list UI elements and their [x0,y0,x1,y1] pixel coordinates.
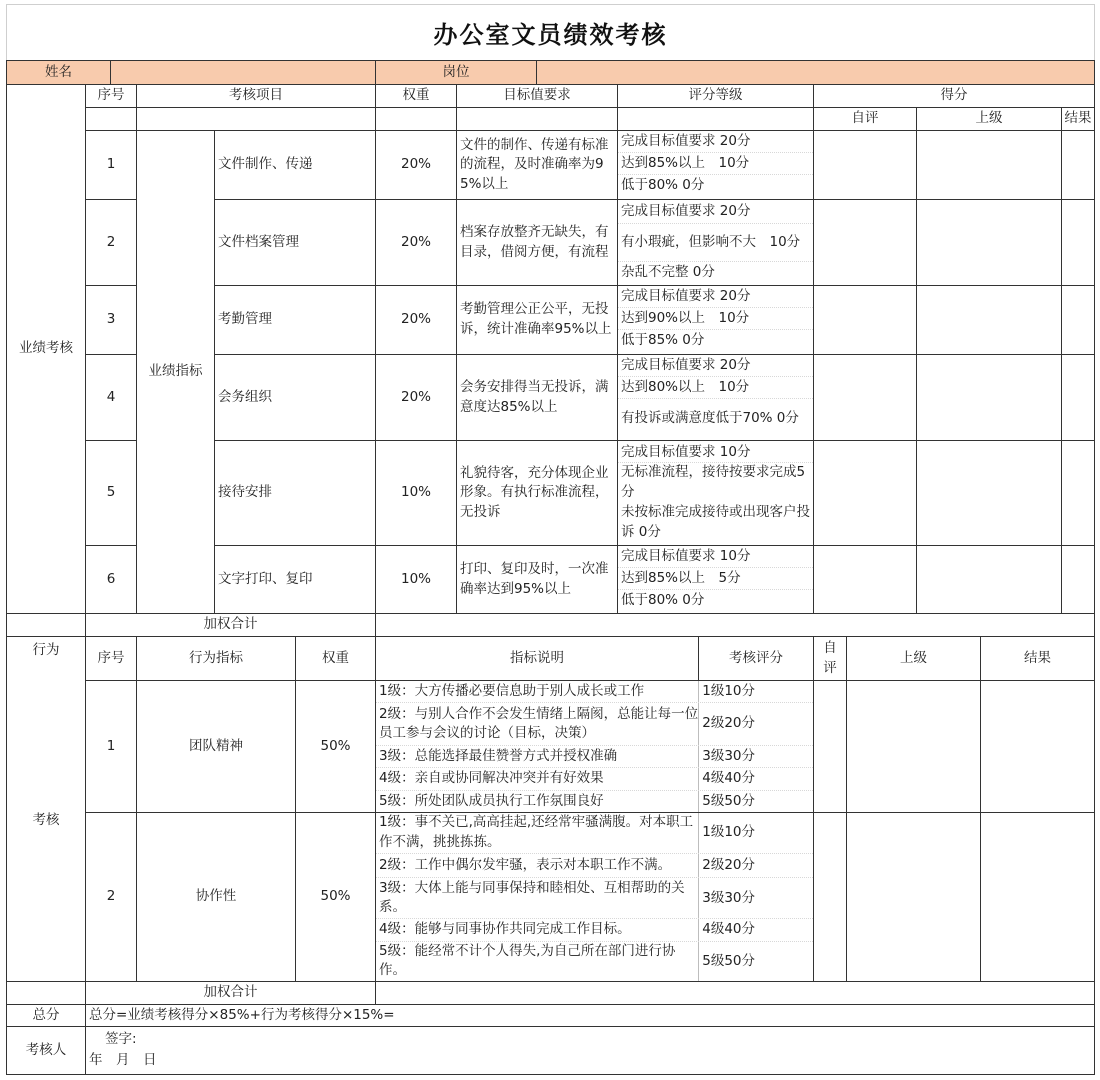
beh-level-score: 5级50分 [698,791,813,812]
perf-subheader-blank [136,107,376,131]
self-score-cell[interactable] [813,199,917,286]
grade-level: 低于80% 0分 [621,592,705,609]
beh-col-score: 考核评分 [698,636,814,681]
beh-level-row [376,768,813,790]
beh-col-superior: 上级 [846,636,981,681]
perf-row-grades [617,354,814,441]
beh-level-row [376,746,813,768]
perf-row-seq: 5 [85,440,137,546]
position-field[interactable] [536,60,1095,85]
beh-level-score: 1级10分 [698,813,813,853]
result-cell[interactable] [1061,545,1095,614]
beh-level-row [376,942,813,981]
perf-row-target: 档案存放整齐无缺失，有目录，借阅方便，有流程 [456,199,618,286]
beh-level-desc: 5级：能经常不计个人得失,为自己所在部门进行协作。 [379,942,676,979]
beh-col-result: 结果 [980,636,1095,681]
beh-level-desc: 1级：大方传播必要信息助于别人成长或工作 [379,682,645,699]
superior-score-cell[interactable] [916,354,1062,441]
beh-col-indicator: 行为指标 [136,636,296,681]
beh-col-seq: 序号 [85,636,137,681]
beh-level-desc: 2级：与别人合作不会发生情绪上隔阂，总能让每一位员工参与会议的讨论（目标，决策） [379,705,699,742]
beh-level-row [376,681,813,703]
perf-col-result: 结果 [1061,107,1095,131]
beh-row-indicator: 团队精神 [136,680,296,813]
grade-level: 未按标准完成接待或出现客户投诉 0分 [621,504,810,540]
perf-row-grades [617,199,814,286]
beh-level-row [376,813,813,854]
beh-level-desc: 3级：总能选择最佳赞誉方式并授权准确 [379,747,618,764]
perf-row-item: 文字打印、复印 [214,545,376,614]
name-field[interactable] [110,60,376,85]
perf-row-item: 考勤管理 [214,285,376,355]
beh-row-seq: 2 [85,812,137,982]
beh-level-row [376,878,813,919]
perf-subheader-blank [617,107,814,131]
grade-level: 有投诉或满意度低于70% 0分 [621,410,799,427]
grade-level: 低于85% 0分 [621,332,705,349]
perf-row-weight: 20% [375,130,457,200]
result-cell[interactable] [1061,440,1095,546]
reviewer-sign-area[interactable] [85,1026,1095,1075]
beh-level-score: 4级40分 [698,768,813,789]
beh-weighted-total-label: 加权合计 [85,981,376,1005]
grade-level: 完成目标值要求 20分 [618,131,813,153]
perf-row-target: 文件的制作、传递有标准的流程，及时准确率为95%以上 [456,130,618,200]
beh-superior-cell[interactable] [846,812,981,982]
perf-row-grades [617,440,814,546]
beh-weighted-total-value[interactable] [375,981,1095,1005]
perf-row-seq: 3 [85,285,137,355]
beh-level-desc: 4级：亲自或协同解决冲突并有好效果 [379,770,604,787]
perf-row-weight: 20% [375,199,457,286]
grade-level: 完成目标值要求 20分 [618,200,813,224]
beh-level-row [376,791,813,812]
behavior-label-top: 行为 [32,642,60,658]
beh-level-score: 2级20分 [698,703,813,745]
beh-level-score: 1级10分 [698,681,813,702]
beh-level-desc: 1级：事不关已,高高挂起,还经常牢骚满腹。对本职工作不满，挑挑拣拣。 [379,814,694,850]
beh-self-cell[interactable] [813,680,847,813]
perf-row-weight: 10% [375,440,457,546]
beh-result-cell[interactable] [980,812,1095,982]
beh-level-desc: 5级：所处团队成员执行工作氛围良好 [379,792,604,809]
superior-score-cell[interactable] [916,545,1062,614]
perf-col-seq: 序号 [85,84,137,108]
beh-self-cell[interactable] [813,812,847,982]
perf-subheader-blank [85,107,137,131]
beh-level-row [376,703,813,746]
perf-total-spacer [6,613,86,637]
beh-superior-cell[interactable] [846,680,981,813]
grade-level: 有小瑕疵，但影响不大 10分 [618,224,813,262]
grade-level: 杂乱不完整 0分 [621,264,715,281]
grade-level: 低于80% 0分 [621,177,705,194]
total-score-label: 总分 [6,1004,86,1027]
beh-row-indicator: 协作性 [136,812,296,982]
perf-row-grades [617,130,814,200]
perf-weighted-total-label: 加权合计 [85,613,376,637]
perf-row-item: 文件档案管理 [214,199,376,286]
total-score-formula[interactable]: 总分=业绩考核得分×85%+行为考核得分×15%= [85,1004,1095,1027]
grade-level: 完成目标值要求 10分 [618,546,813,568]
perf-row-grades [617,545,814,614]
perf-row-item: 接待安排 [214,440,376,546]
beh-col-desc: 指标说明 [375,636,699,681]
perf-subheader-blank [375,107,457,131]
perf-row-target: 考勤管理公正公平，无投诉，统计准确率95%以上 [456,285,618,355]
page-title: 办公室文员绩效考核 [433,20,668,49]
superior-score-cell[interactable] [916,440,1062,546]
beh-level-desc: 4级：能够与同事协作共同完成工作目标。 [379,921,631,938]
grade-level: 完成目标值要求 20分 [618,355,813,377]
perf-row-weight: 10% [375,545,457,614]
perf-row-weight: 20% [375,354,457,441]
beh-level-row [376,854,813,878]
perf-row-seq: 6 [85,545,137,614]
reviewer-sign-label: 签字: [105,1031,137,1047]
beh-level-desc: 2级：工作中偶尔发牢骚，表示对本职工作不满。 [379,856,672,873]
position-label: 岗位 [375,60,537,85]
superior-score-cell[interactable] [916,199,1062,286]
reviewer-date-label: 年 月 日 [89,1052,157,1069]
beh-row-weight: 50% [295,680,376,813]
perf-row-seq: 1 [85,130,137,200]
self-score-cell[interactable] [813,354,917,441]
beh-row-weight: 50% [295,812,376,982]
beh-level-score: 3级30分 [698,878,813,918]
perf-row-item: 文件制作、传递 [214,130,376,200]
beh-row-levels [375,680,814,813]
beh-level-row [376,919,813,941]
grade-level: 达到85%以上 5分 [618,568,813,590]
reviewer-label: 考核人 [6,1026,86,1075]
perf-row-target: 会务安排得当无投诉，满意度达85%以上 [456,354,618,441]
beh-level-score: 5级50分 [698,942,813,981]
grade-level: 达到80%以上 10分 [618,377,813,399]
beh-level-score: 4级40分 [698,919,813,940]
behavior-section-label [6,636,86,982]
beh-total-spacer [6,981,86,1005]
grade-level: 达到85%以上 10分 [618,153,813,175]
superior-score-cell[interactable] [916,285,1062,355]
result-cell[interactable] [1061,354,1095,441]
perf-col-weight: 权重 [375,84,457,108]
performance-group-label: 业绩指标 [136,130,215,614]
grade-level: 无标准流程，接待按要求完成5分 [621,464,806,500]
beh-level-score: 3级30分 [698,746,813,767]
perf-row-target: 打印、复印及时，一次准确率达到95%以上 [456,545,618,614]
perf-weighted-total-value[interactable] [375,613,1095,637]
perf-subheader-blank [456,107,618,131]
grade-level: 完成目标值要求 10分 [618,443,813,463]
name-label: 姓名 [6,60,111,85]
perf-row-grades [617,285,814,355]
perf-col-score: 得分 [813,84,1095,108]
perf-row-weight: 20% [375,285,457,355]
result-cell[interactable] [1061,285,1095,355]
beh-level-desc: 3级：大体上能与同事保持和睦相处、互相帮助的关系。 [379,879,685,916]
grade-level: 完成目标值要求 20分 [618,286,813,308]
grade-level: 达到90%以上 10分 [618,308,813,330]
result-cell[interactable] [1061,199,1095,286]
perf-col-superior: 上级 [916,107,1062,131]
beh-row-seq: 1 [85,680,137,813]
beh-result-cell[interactable] [980,680,1095,813]
perf-col-target: 目标值要求 [456,84,618,108]
perf-col-self: 自评 [813,107,917,131]
beh-row-levels [375,812,814,982]
perf-row-seq: 2 [85,199,137,286]
perf-row-item: 会务组织 [214,354,376,441]
behavior-label-bottom: 考核 [32,812,60,829]
self-score-cell[interactable] [813,440,917,546]
beh-col-self: 自评 [813,636,847,681]
self-score-cell[interactable] [813,545,917,614]
self-score-cell[interactable] [813,130,917,200]
superior-score-cell[interactable] [916,130,1062,200]
perf-row-seq: 4 [85,354,137,441]
beh-col-weight: 权重 [295,636,376,681]
perf-row-target: 礼貌待客，充分体现企业形象。有执行标准流程，无投诉 [456,440,618,546]
performance-section-label: 业绩考核 [6,84,86,614]
perf-col-grade: 评分等级 [617,84,814,108]
perf-col-item: 考核项目 [136,84,376,108]
self-score-cell[interactable] [813,285,917,355]
beh-level-score: 2级20分 [698,854,813,877]
result-cell[interactable] [1061,130,1095,200]
